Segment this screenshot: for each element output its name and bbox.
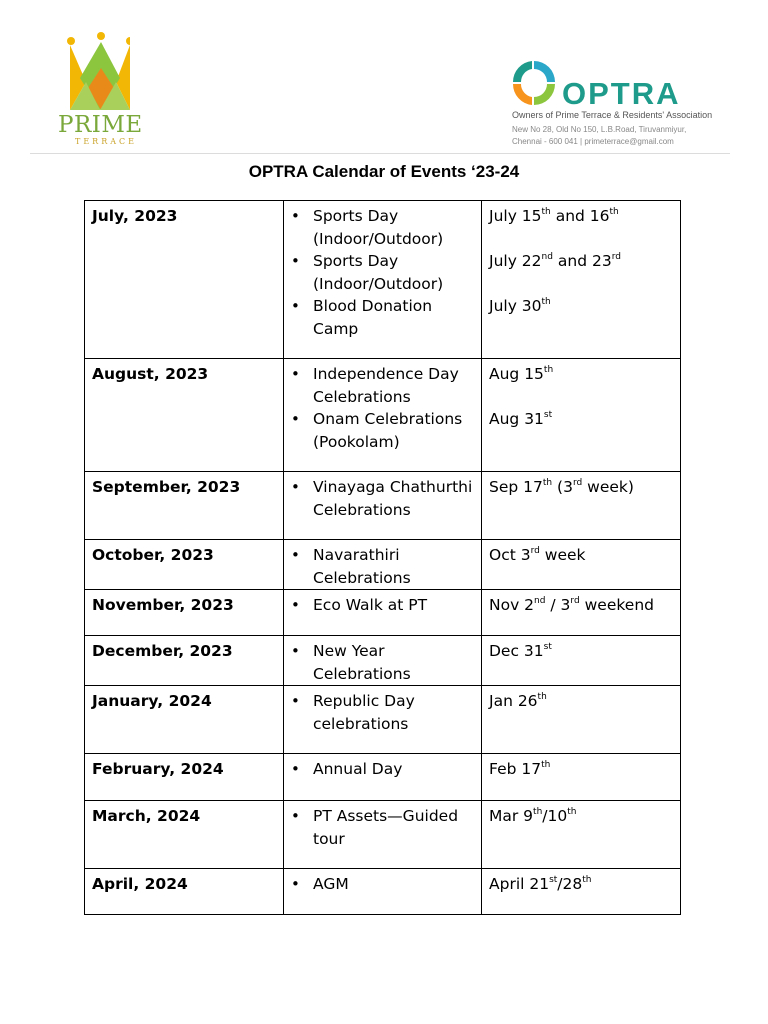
optra-wordmark: OPTRA [562,76,681,111]
table-row [85,540,681,590]
event-date [489,408,673,431]
date-ordinal-suffix: th [582,875,592,885]
date-ordinal-suffix: rd [611,252,621,262]
date-cell [482,472,681,540]
event-item: • AGM [313,873,474,896]
event-item: • New Year Celebrations [313,640,474,685]
event-item: • Vinayaga Chathurthi Celebrations [313,476,474,521]
events-cell [284,201,482,359]
optra-address [512,124,686,148]
date-cell [482,590,681,636]
event-item: • Onam Celebrations (Pookolam) [313,408,474,453]
date-cell [482,359,681,472]
date-text: Mar 9 [489,807,534,825]
date-cell [482,686,681,754]
month-cell: December, 2023 [85,636,284,686]
table-row [85,754,681,801]
month-cell: November, 2023 [85,590,284,636]
events-cell [284,590,482,636]
date-cell [482,801,681,869]
event-date [489,690,673,713]
event-date [489,250,673,273]
table-row [85,869,681,915]
event-list [291,476,474,521]
event-item: • Eco Walk at PT [313,594,474,617]
date-ordinal-suffix: th [533,807,543,817]
date-text: Oct 3 [489,546,531,564]
events-cell [284,540,482,590]
date-text: July 30 [489,297,542,315]
date-ordinal-suffix: rd [570,596,580,606]
date-cell [482,754,681,801]
date-ordinal-suffix: th [609,207,619,217]
events-cell [284,801,482,869]
date-cell [482,636,681,686]
table-row [85,359,681,472]
date-ordinal-suffix: nd [541,252,553,262]
date-text: July 15 [489,207,542,225]
table-row [85,201,681,359]
event-item: • Independence Day Celebrations [313,363,474,408]
event-date [489,476,673,499]
date-text: April 21 [489,875,550,893]
event-list [291,758,474,781]
date-text: Jan 26 [489,692,538,710]
event-date [489,363,673,386]
month-cell: October, 2023 [85,540,284,590]
table-row [85,472,681,540]
events-cell [284,869,482,915]
table-row [85,686,681,754]
prime-wordmark: PRIME [58,112,143,138]
events-table-body [85,201,681,915]
date-text: Feb 17 [489,760,542,778]
date-ordinal-suffix: rd [530,546,540,556]
date-ordinal-suffix: th [567,807,577,817]
optra-arrows-icon [510,58,558,108]
date-ordinal-suffix: nd [534,596,546,606]
month-cell: April, 2024 [85,869,284,915]
date-cell [482,540,681,590]
events-table [84,200,681,915]
event-date [489,640,673,663]
event-date [489,758,673,781]
events-cell [284,636,482,686]
date-ordinal-suffix: rd [572,478,583,488]
event-item: • Annual Day [313,758,474,781]
date-text: /28 [557,875,583,893]
address-line: Chennai - 600 041 | primeterrace@gmail.com [512,137,674,146]
date-ordinal-suffix: st [543,642,552,652]
event-list [291,640,474,685]
event-date [489,295,673,318]
event-date [489,805,673,828]
event-item: • Blood Donation Camp [313,295,474,340]
date-text: week [539,546,586,564]
month-cell: September, 2023 [85,472,284,540]
event-item: • Republic Day celebrations [313,690,474,735]
header-divider [30,153,730,154]
date-text: week) [582,478,634,496]
date-text: Aug 15 [489,365,544,383]
date-text: July 22 [489,252,542,270]
event-date [489,594,673,617]
event-list [291,594,474,617]
optra-tagline: Owners of Prime Terrace & Residents' Association [512,110,713,120]
date-ordinal-suffix: th [542,478,553,488]
date-text: Aug 31 [489,410,544,428]
date-cell [482,869,681,915]
date-ordinal-suffix: th [543,365,554,375]
date-ordinal-suffix: th [541,760,551,770]
event-list [291,544,474,589]
events-cell [284,686,482,754]
date-text: (3 [552,478,573,496]
event-list [291,363,474,453]
event-item: • Navarathiri Celebrations [313,544,474,589]
month-cell: August, 2023 [85,359,284,472]
event-list [291,690,474,735]
event-list [291,205,474,340]
date-text: / 3 [545,596,571,614]
event-item: • Sports Day (Indoor/Outdoor) [313,205,474,250]
table-row [85,590,681,636]
date-ordinal-suffix: th [541,207,551,217]
date-text: weekend [579,596,654,614]
month-cell: January, 2024 [85,686,284,754]
date-ordinal-suffix: th [541,297,551,307]
event-list [291,873,474,896]
events-cell [284,359,482,472]
page-title: OPTRA Calendar of Events ‘23-24 [248,162,520,181]
terrace-wordmark: TERRACE [75,137,137,146]
table-row [85,801,681,869]
event-date [489,873,673,896]
event-item: • PT Assets—Guided tour [313,805,474,850]
prime-terrace-logo [30,30,143,146]
event-list [291,805,474,850]
table-row [85,636,681,686]
crown-icon [30,30,130,110]
month-cell: July, 2023 [85,201,284,359]
date-ordinal-suffix: th [537,692,547,702]
date-cell [482,201,681,359]
address-line: New No 28, Old No 150, L.B.Road, Tiruvanmiyur, [512,125,687,134]
date-text: and 23 [552,252,612,270]
date-text: Sep 17 [489,478,543,496]
events-cell [284,472,482,540]
event-date [489,205,673,228]
date-text: Nov 2 [489,596,535,614]
date-ordinal-suffix: st [549,875,558,885]
date-text: /10 [542,807,568,825]
month-cell: February, 2024 [85,754,284,801]
event-date [489,544,673,567]
events-cell [284,754,482,801]
date-text: and 16 [550,207,610,225]
month-cell: March, 2024 [85,801,284,869]
date-text: Dec 31 [489,642,544,660]
date-ordinal-suffix: st [543,410,553,420]
event-item: • Sports Day (Indoor/Outdoor) [313,250,474,295]
